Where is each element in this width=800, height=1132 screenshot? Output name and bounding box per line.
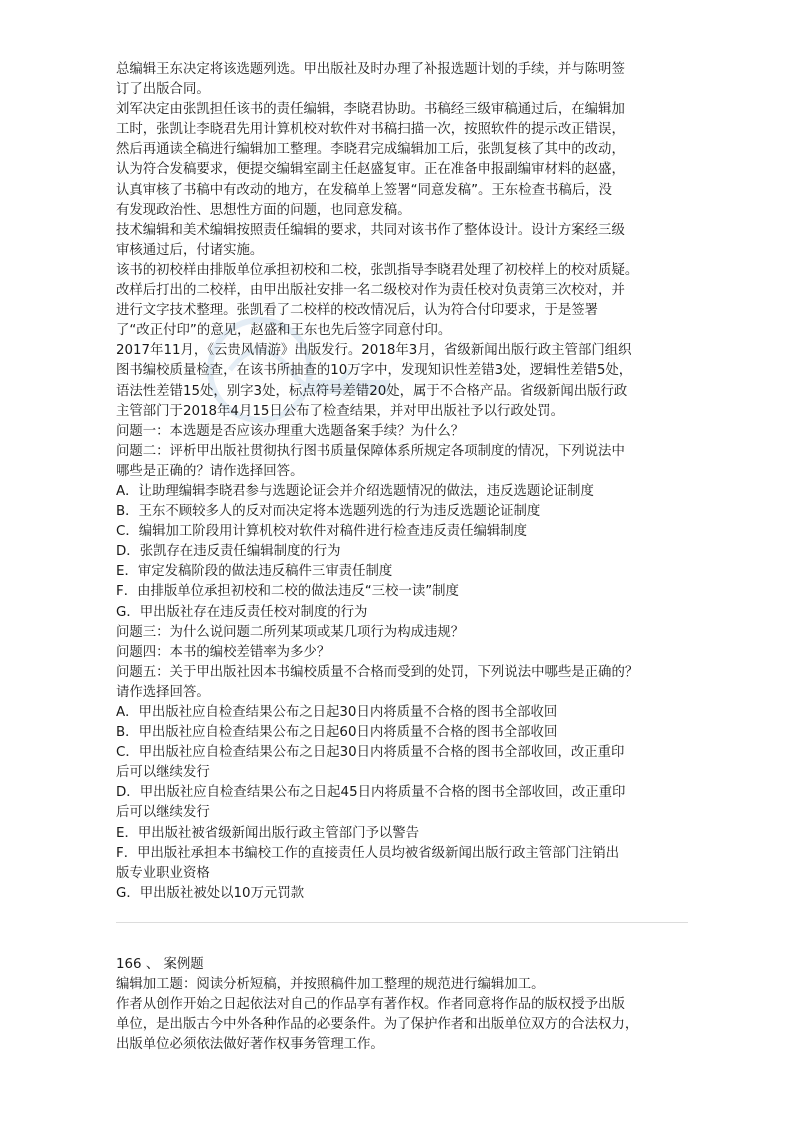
text-line: 后可以继续发行 [116, 805, 210, 821]
text-line: 主管部门于2018年4月15日公布了检查结果，并对甲出版社予以行政处罚。 [116, 403, 564, 419]
text-line: 2017年11月，《云贵风情游》出版发行。2018年3月，省级新闻出版行政主管部门组织 [116, 343, 632, 359]
text-line: 编辑加工题：阅读分析短稿，并按照稿件加工整理的规范进行编辑加工。 [116, 977, 545, 993]
text-line: 版专业职业资格 [116, 865, 210, 881]
text-line: 然后再通读全稿进行编辑加工整理。李晓君完成编辑加工后，张凯复核了其中的改动， [116, 142, 625, 158]
text-line: C．编辑加工阶段用计算机校对软件对稿件进行检查违反责任编辑制度 [116, 524, 528, 540]
text-line: 认为符合发稿要求，便提交编辑室副主任赵盛复审。正在准备申报副编审材料的赵盛， [116, 162, 625, 178]
text-line: 问题五：关于甲出版社因本书编校质量不合格而受到的处罚，下列说法中哪些是正确的？ [116, 664, 639, 680]
text-line: A．甲出版社应自检查结果公布之日起30日内将质量不合格的图书全部收回 [116, 705, 558, 720]
text-line: 问题二：评析甲出版社贯彻执行图书质量保障体系所规定各项制度的情况，下列说法中 [116, 443, 625, 459]
text-line: 有发现政治性、思想性方面的问题，也同意发稿。 [116, 202, 411, 218]
text-line: 该书的初校样由排版单位承担初校和二校，张凯指导李晓君处理了初校样上的校对质疑。 [116, 262, 639, 278]
text-line: D．张凯存在违反责任编辑制度的行为 [116, 544, 341, 560]
text-line: G．甲出版社存在违反责任校对制度的行为 [116, 604, 368, 620]
section-divider [116, 922, 688, 923]
text-line: 后可以继续发行 [116, 765, 210, 781]
text-line: C．甲出版社应自检查结果公布之日起30日内将质量不合格的图书全部收回，改正重印 [116, 745, 625, 761]
text-line: 技术编辑和美术编辑按照责任编辑的要求，共同对该书作了整体设计。设计方案经三级 [116, 222, 625, 238]
text-line: 问题四：本书的编校差错率为多少？ [116, 644, 331, 660]
document-page [116, 60, 688, 1055]
text-line: 认真审核了书稿中有改动的地方，在发稿单上签署“同意发稿”。王东检查书稿后，没 [116, 182, 612, 198]
text-line: D．甲出版社应自检查结果公布之日起45日内将质量不合格的图书全部收回，改正重印 [116, 785, 626, 801]
text-line: 语法性差错15处，别字3处，标点符号差错20处，属于不合格产品。省级新闻出版行政 [116, 383, 628, 399]
next-case-section [116, 955, 688, 1055]
text-line: F．由排版单位承担初校和二校的做法违反“三校一读”制度 [116, 584, 459, 600]
text-line: 刘军决定由张凯担任该书的责任编辑，李晓君协助。书稿经三级审稿通过后，在编辑加 [116, 102, 625, 118]
text-line: 进行文字技术整理。张凯看了二校样的校改情况后，认为符合付印要求，于是签署 [116, 303, 599, 319]
text-line: 问题一：本选题是否应该办理重大选题备案手续？为什么？ [116, 423, 465, 439]
text-line: 单位，是出版古今中外各种作品的必要条件。为了保护作者和出版单位双方的合法权力， [116, 1017, 639, 1033]
text-line: 哪些是正确的？请作选择回答。 [116, 463, 304, 479]
text-line: 总编辑王东决定将该选题列选。甲出版社及时办理了补报选题计划的手续，并与陈明签 [116, 62, 625, 77]
question-number-heading: 166 、 案例题 [116, 956, 204, 972]
text-line: 订了出版合同。 [116, 82, 210, 98]
text-line: G．甲出版社被处以10万元罚款 [116, 885, 305, 901]
text-line: E．审定发稿阶段的做法违反稿件三审责任制度 [116, 564, 393, 580]
text-line: 作者从创作开始之日起依法对自己的作品享有著作权。作者同意将作品的版权授予出版 [116, 997, 625, 1013]
text-line: 了“改正付印”的意见，赵盛和王东也先后签字同意付印。 [116, 323, 452, 339]
text-line: 出版单位必须依法做好著作权事务管理工作。 [116, 1037, 384, 1053]
text-line: F．甲出版社承担本书编校工作的直接责任人员均被省级新闻出版行政主管部门注销出 [116, 845, 620, 861]
text-line: 工时，张凯让李晓君先用计算机校对软件对书稿扫描一次，按照软件的提示改正错误， [116, 122, 625, 138]
case-text-section [116, 60, 688, 904]
text-line: A．让助理编辑李晓君参与选题论证会并介绍选题情况的做法，违反选题论证制度 [116, 483, 594, 499]
text-line: 改样后打出的二校样，由甲出版社安排一名二级校对作为责任校对负责第三次校对，并 [116, 283, 625, 299]
text-line: 图书编校质量检查，在该书所抽查的10万字中，发现知识性差错3处，逻辑性差错5处， [116, 363, 633, 379]
text-line: 问题三：为什么说问题二所列某项或某几项行为构成违规？ [116, 624, 465, 640]
text-line: 审核通过后，付诸实施。 [116, 242, 264, 258]
text-line: B．甲出版社应自检查结果公布之日起60日内将质量不合格的图书全部收回 [116, 725, 558, 741]
text-line: E．甲出版社被省级新闻出版行政主管部门予以警告 [116, 825, 420, 841]
text-line: 请作选择回答。 [116, 684, 210, 700]
text-line: B．王东不顾较多人的反对而决定将本选题列选的行为违反选题论证制度 [116, 504, 541, 520]
